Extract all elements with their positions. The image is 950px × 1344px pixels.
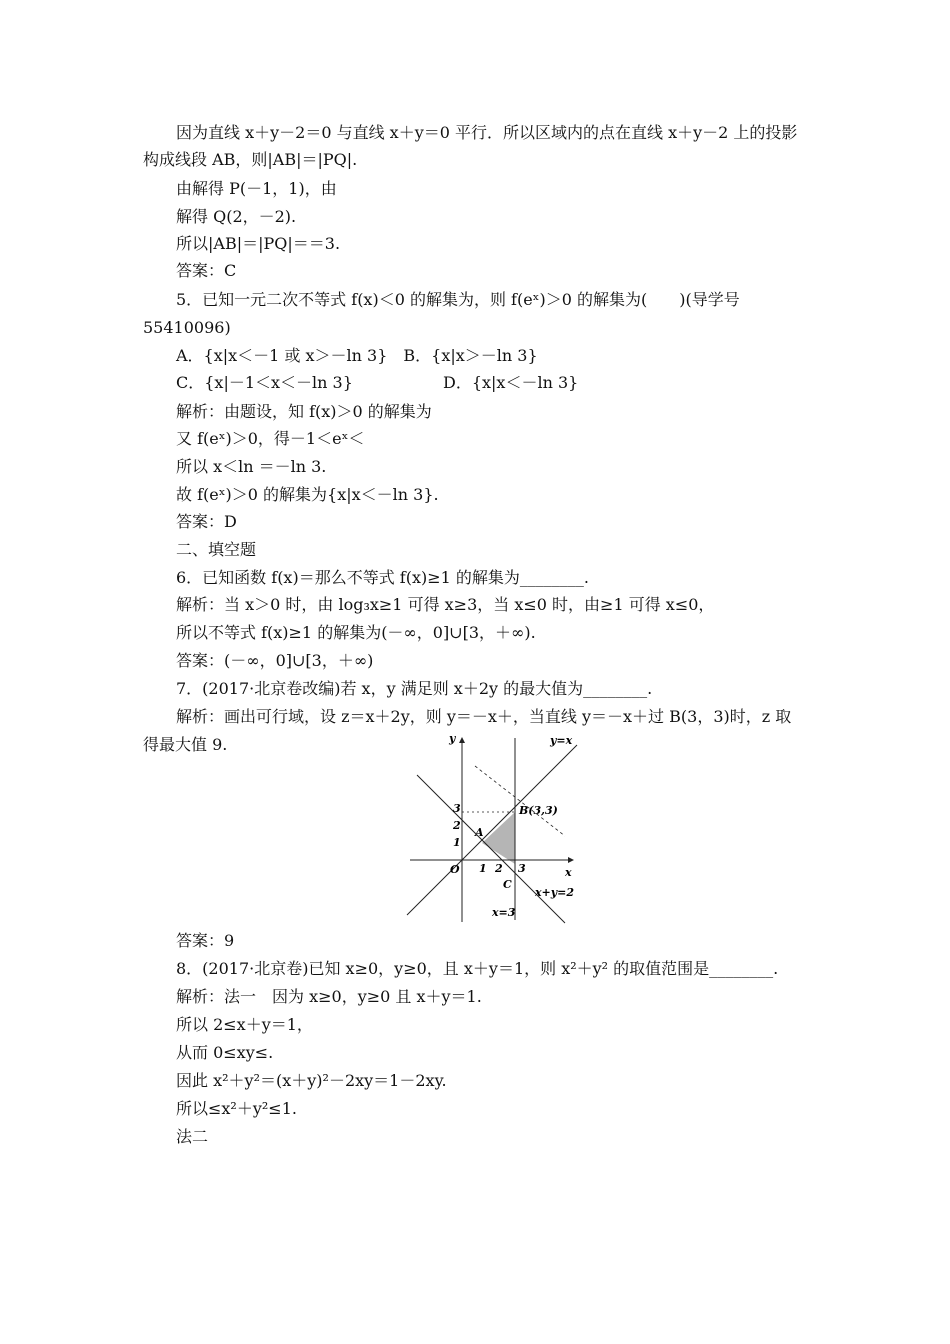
text-line: 答案：(－∞，0]∪[3，＋∞)	[176, 651, 374, 670]
text-line: 解析：画出可行域，设 z＝x＋2y，则 y＝－x＋，当直线 y＝－x＋过 B(3，3)时，z 取	[176, 707, 792, 726]
text-line: 因此 x²＋y²＝(x＋y)²－2xy＝1－2xy.	[176, 1071, 447, 1090]
text-line: 又 f(eˣ)＞0，得－1＜eˣ＜	[176, 429, 365, 448]
question-5: 5．已知一元二次不等式 f(x)＜0 的解集为，则 f(eˣ)＞0 的解集为( )(导学号	[176, 290, 740, 309]
text-line: 解析：法一 因为 x≥0，y≥0 且 x＋y＝1.	[176, 987, 482, 1006]
section-heading: 二、填空题	[176, 540, 257, 559]
line-label-sum: x+y=2	[535, 886, 575, 899]
question-8: 8．(2017·北京卷)已知 x≥0，y≥0，且 x＋y＝1，则 x²＋y² 的取值范围是________.	[176, 959, 779, 978]
x-tick-2: 2	[495, 862, 503, 875]
text-line: 故 f(eˣ)＞0 的解集为{x|x＜－ln 3}.	[176, 485, 439, 504]
question-7: 7．(2017·北京卷改编)若 x，y 满足则 x＋2y 的最大值为________.	[176, 679, 653, 698]
line-x-plus-y-2	[417, 775, 565, 923]
text-line: 因为直线 x＋y－2＝0 与直线 x＋y＝0 平行．所以区域内的点在直线 x＋y－2 上的投影	[176, 123, 798, 142]
text-line: 解得 Q(2，－2).	[176, 207, 297, 226]
text-line: 法二	[176, 1127, 209, 1146]
origin-label: O	[450, 863, 460, 876]
point-a-label: A	[475, 826, 484, 839]
text-line: 解析：由题设，知 f(x)＞0 的解集为	[176, 402, 432, 421]
text-line: 答案：C	[176, 261, 237, 280]
y-tick-3: 3	[453, 802, 461, 815]
text-line: 解析：当 x＞0 时，由 log₃x≥1 可得 x≥3，当 x≤0 时，由≥1 可得 x≤0，	[176, 595, 715, 614]
text-line: 得最大值 9.	[143, 735, 228, 754]
text-line: 55410096)	[143, 318, 231, 337]
text-line: 所以 2≤x＋y＝1，	[176, 1015, 313, 1034]
text-line: 从而 0≤xy≤.	[176, 1043, 274, 1062]
option-d: D．{x|x＜－ln 3}	[443, 373, 579, 392]
x-tick-1: 1	[479, 862, 487, 875]
text-line: 由解得 P(－1，1)，由	[176, 179, 337, 198]
line-label-y-eq-x: y=x	[550, 734, 573, 747]
point-b-label: B(3,3)	[519, 804, 558, 817]
text-line: 所以不等式 f(x)≥1 的解集为(－∞，0]∪[3，＋∞).	[176, 623, 536, 642]
y-tick-1: 1	[453, 836, 461, 849]
text-line: 所以≤x²＋y²≤1.	[176, 1099, 297, 1118]
objective-dashed-line	[475, 766, 565, 836]
line-label-x3: x=3	[492, 906, 516, 919]
question-6: 6．已知函数 f(x)＝那么不等式 f(x)≥1 的解集为________.	[176, 568, 589, 587]
text-line: 所以 x＜ln ＝－ln 3.	[176, 457, 327, 476]
y-axis-label: y	[449, 732, 456, 745]
text-line: 答案：9	[176, 931, 235, 950]
y-tick-2: 2	[453, 819, 461, 832]
text-line: 构成线段 AB，则|AB|＝|PQ|.	[143, 150, 358, 169]
point-c-label: C	[503, 878, 512, 891]
text-line: 所以|AB|＝|PQ|＝＝3.	[176, 234, 341, 253]
feasible-region-figure	[405, 730, 585, 925]
x-tick-3: 3	[518, 862, 526, 875]
text-line: 答案：D	[176, 512, 237, 531]
x-axis-label: x	[565, 866, 572, 879]
option-c: C．{x|－1＜x＜－ln 3}	[176, 373, 353, 392]
option-a-b: A．{x|x＜－1 或 x＞－ln 3} B．{x|x＞－ln 3}	[176, 346, 538, 365]
